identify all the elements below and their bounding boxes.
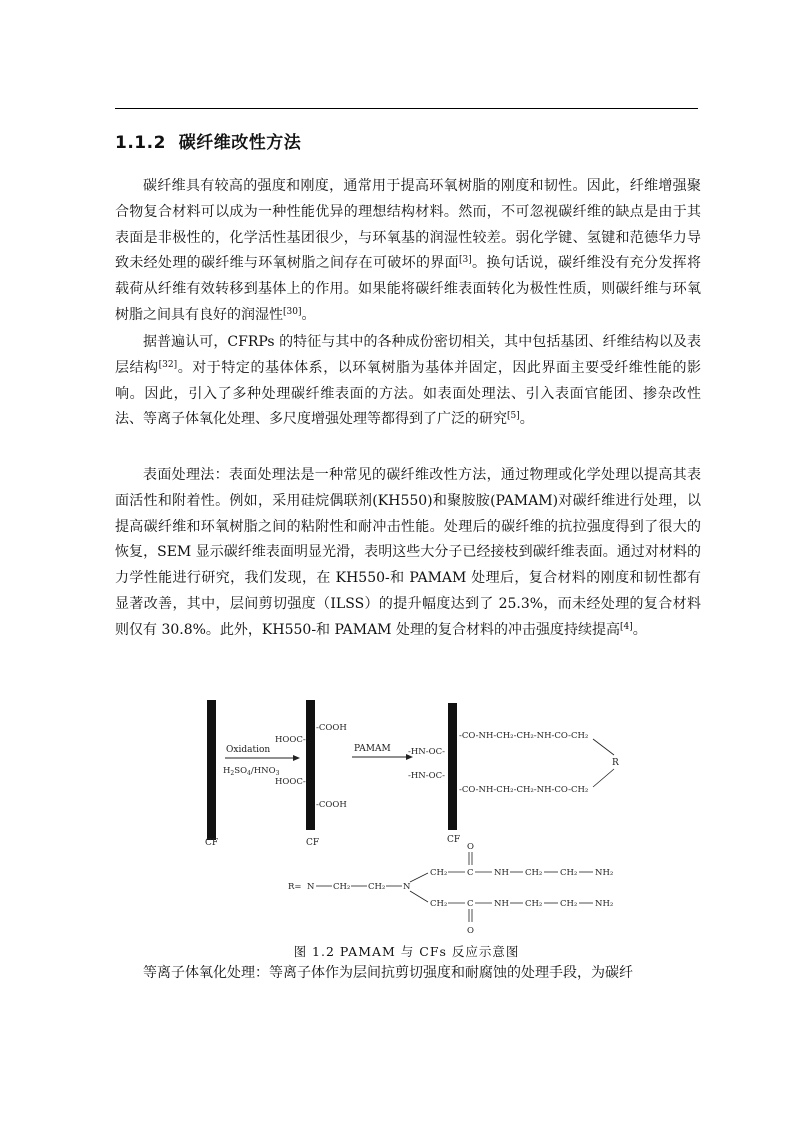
paragraph-text: 。对于特定的基体体系，以环氧树脂为基体并固定，因此界面主要受纤维性能的影响。因此，引入了多种处理碳纤维表面的方法。如表面处理法、引入表面官能团、掺杂改性法、等离子体氧化处理、多尺度增强处理等都得到了广泛的研究 <box>115 359 701 428</box>
branch-bottom-ch2-b: CH₂ <box>560 899 578 909</box>
branch-bottom-ch2: CH₂ <box>430 899 448 909</box>
r-ch2-1: CH₂ <box>333 882 351 892</box>
hnoc-group-bottom: -HN-OC- <box>408 771 445 781</box>
bond-branch-up <box>410 873 428 882</box>
paragraph-text: 。换句话说，碳纤维没有充分发挥将载荷从纤维有效转移到基体上的作用。如果能将碳纤维表面转化为极性性质，则碳纤维与环氧树脂之间具有良好的润湿性 <box>115 255 702 323</box>
paragraph-text: 碳纤维具有较高的强度和刚度，通常用于提高环氧树脂的刚度和韧性。因此，纤维增强聚合物复合材料可以成为一种性能优异的理想结构材料。然而，不可忽视碳纤维的缺点是由于其表面是非极性的，化学活性基团很少，与环氧基的润湿性较差。弱化学键、氢键和范德华力导致未经处理的碳纤维与环氧树脂之间存在可破坏的界面 <box>115 178 701 272</box>
branch-top-ch2-a: CH₂ <box>525 868 543 878</box>
reaction-scheme-diagram <box>190 695 640 940</box>
paragraph-carbon-fiber-properties <box>115 174 701 329</box>
branch-bottom-oxygen: O <box>467 926 474 936</box>
citation-ref: [3] <box>458 255 472 266</box>
cf-label-3: CF <box>447 835 461 845</box>
cf-label-2: CF <box>306 838 320 848</box>
acid-reagent-label: $H_2SO_4/HNO_3$ <box>223 766 280 777</box>
bond-to-r-bottom <box>593 769 614 787</box>
hooc-group-bottom: HOOC- <box>275 777 306 787</box>
paragraph-text: 表面处理法：表面处理法是一种常见的碳纤维改性方法，通过物理或化学处理以提高其表面活性和附着性。例如，采用硅烷偶联剂(KH550)和聚胺胺(PAMAM)对碳纤维进行处理，以提高碳纤维和环氧树脂之间的粘附性和耐冲击性能。处理后的碳纤维的抗拉强度得到了很大的恢复，SEM 显示碳纤维表面明显光滑，表明这些大分子已经接枝到碳纤维表面。通过对材料的力学性能进行研究，我们发现，在 KH550-和 PAMAM 处理后，复合材料的刚度和韧性都有显著改善，其中，层间剪切强度（ILSS）的提升幅度达到了 25.3%，而未经处理的复合材料则仅有 30.8%。此外，KH550-和 PAMAM 处理的复合材料的冲击强度持续提高 <box>115 467 701 638</box>
branch-top-carbon: C <box>467 868 474 878</box>
r-definition-label: R= <box>288 882 302 892</box>
carbon-fiber-bar-1 <box>207 700 216 840</box>
cooh-group-top: -COOH <box>316 723 347 733</box>
carbon-fiber-bar-2 <box>306 700 315 830</box>
r-group-label: R <box>612 758 619 768</box>
bond-to-r-top <box>593 739 614 755</box>
paragraph-text: 。 <box>301 306 316 323</box>
paragraph-surface-treatment <box>115 463 701 644</box>
pamam-reaction-figure <box>190 695 640 940</box>
r-ch2-2: CH₂ <box>368 882 386 892</box>
section-heading <box>115 128 301 153</box>
r-nitrogen-branch: N <box>403 882 411 892</box>
oxidation-arrowhead <box>293 755 300 761</box>
cf-label-1: CF <box>205 838 219 848</box>
header-rule <box>115 108 698 109</box>
paragraph-text: 据普遍认可，CFRPs 的特征与其中的各种成份密切相关，其中包括基团、纤维结构以及表层结构 <box>115 334 701 376</box>
branch-bottom-carbon: C <box>467 899 474 909</box>
branch-top-ch2: CH₂ <box>430 868 448 878</box>
bond-branch-down <box>410 891 428 902</box>
paragraph-plasma-oxidation <box>115 961 701 987</box>
branch-bottom-ch2-a: CH₂ <box>525 899 543 909</box>
branch-top-nh2: NH₂ <box>595 868 614 878</box>
cooh-group-bottom: -COOH <box>316 800 347 810</box>
citation-ref: [30] <box>283 306 302 317</box>
branch-top-nh: NH <box>494 868 509 878</box>
section-number: 1.1.2 <box>115 133 166 153</box>
hnoc-group-top: -HN-OC- <box>408 747 445 757</box>
paragraph-text: 等离子体氧化处理：等离子体作为层间抗剪切强度和耐腐蚀的处理手段，为碳纤 <box>143 965 633 981</box>
citation-ref: [32] <box>158 359 178 370</box>
pamam-label: PAMAM <box>354 744 391 754</box>
branch-bottom-nh2: NH₂ <box>595 899 614 909</box>
section-title: 碳纤维改性方法 <box>178 133 302 153</box>
branch-top-ch2-b: CH₂ <box>560 868 578 878</box>
citation-ref: [4] <box>619 621 633 632</box>
hooc-group-top: HOOC- <box>275 735 306 745</box>
amide-chain-top: -CO-NH-CH₂-CH₂-NH-CO-CH₂ <box>459 731 589 741</box>
amide-chain-bottom: -CO-NH-CH₂-CH₂-NH-CO-CH₂ <box>459 785 589 795</box>
branch-bottom-nh: NH <box>494 899 509 909</box>
branch-top-oxygen: O <box>467 842 474 852</box>
paragraph-text: 。 <box>519 411 534 428</box>
carbon-fiber-bar-3 <box>448 703 457 830</box>
paragraph-text: 。 <box>632 621 647 638</box>
r-nitrogen-left: N <box>307 882 315 892</box>
citation-ref: [5] <box>507 411 520 422</box>
figure-caption: 图 1.2 PAMAM 与 CFs 反应示意图 <box>293 944 520 959</box>
oxidation-label: Oxidation <box>226 745 271 755</box>
paragraph-cfrp-features <box>115 330 701 433</box>
